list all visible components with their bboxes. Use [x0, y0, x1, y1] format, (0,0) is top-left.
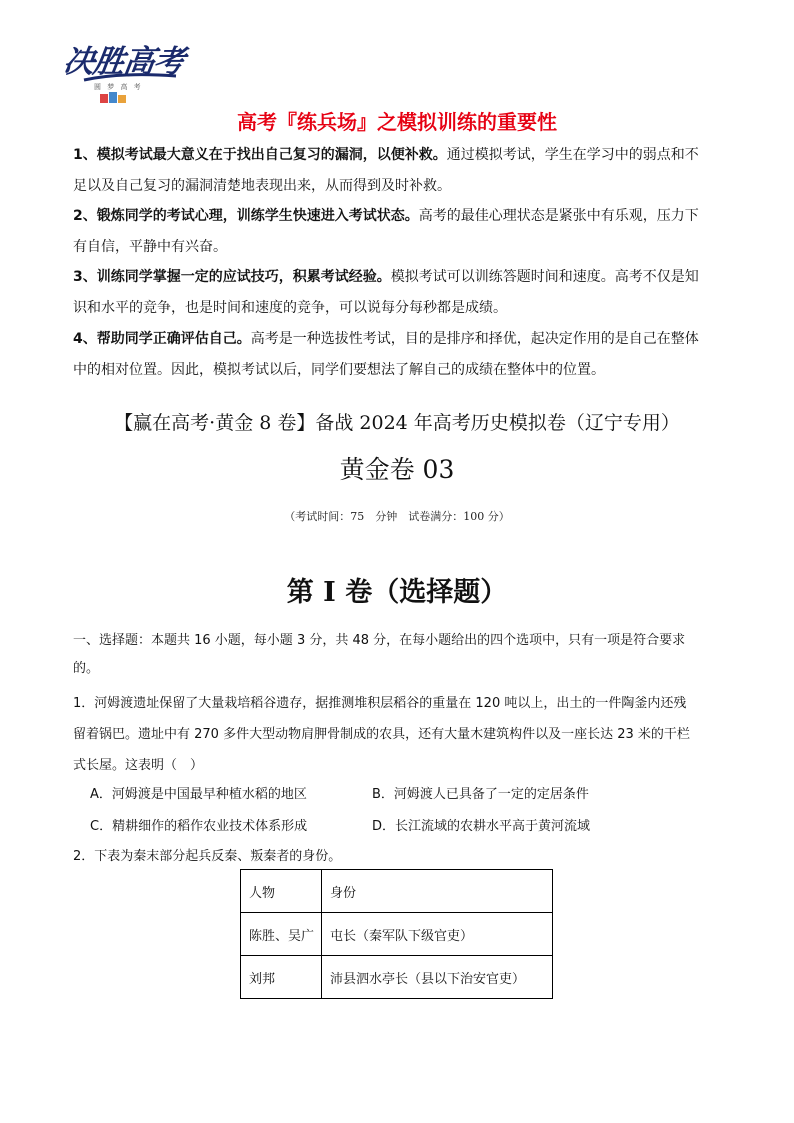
point-body-cont: 足以及自己复习的漏洞清楚地表现出来，从而得到及时补救。	[73, 178, 451, 194]
volume-title: 第 I 卷（选择题）	[286, 577, 508, 608]
table-cell: 刘邦	[241, 956, 322, 999]
point-body-cont: 中的相对位置。因此，模拟考试以后，同学们要想法了解自己的成绩在整体中的位置。	[73, 362, 605, 378]
table-cell: 屯长（秦军队下级官吏）	[322, 913, 553, 956]
section-line: 一、选择题：本题共 16 小题，每小题 3 分，共 48 分，在每小题给出的四个选项中，只有一项是符合要求	[73, 633, 686, 648]
question-2-stem: 2．下表为秦末部分起兵反秦、叛秦者的身份。	[73, 849, 342, 864]
exam-title: 黄金卷 03	[339, 455, 455, 484]
point-lead: 2、锻炼同学的考试心理，训练学生快速进入考试状态。	[73, 208, 419, 224]
identity-table	[240, 869, 553, 999]
point-body-cont: 有自信，平静中有兴奋。	[73, 239, 227, 255]
banner-title: 高考『练兵场』之模拟训练的重要性	[237, 110, 557, 134]
table-header-row	[241, 870, 553, 913]
point-lead: 1、模拟考试最大意义在于找出自己复习的漏洞，以便补救。	[73, 147, 447, 163]
point-body: 模拟考试可以训练答题时间和速度。高考不仅是知	[390, 269, 699, 285]
point-body: 高考是一种选拔性考试，目的是排序和择优，起决定作用的是自己在整体	[250, 331, 699, 347]
brand-logo	[60, 30, 187, 106]
point-lead: 3、训练同学掌握一定的应试技巧，积累考试经验。	[73, 269, 391, 285]
table-row	[241, 956, 553, 999]
point-body-cont: 识和水平的竞争，也是时间和速度的竞争，可以说每分每秒都是成绩。	[73, 300, 507, 316]
point-lead: 4、帮助同学正确评估自己。	[73, 331, 251, 347]
point-1	[73, 140, 725, 202]
point-2	[73, 201, 725, 263]
option-c[interactable]: C．精耕细作的稻作农业技术体系形成	[90, 819, 308, 834]
section-line: 的。	[73, 661, 100, 676]
question-line: 1．河姆渡遗址保留了大量栽培稻谷遗存，据推测堆积层稻谷的重量在 120 吨以上，出土的一件陶釜内还残	[73, 696, 687, 711]
option-b[interactable]: B．河姆渡人已具备了一定的定居条件	[372, 787, 589, 802]
exam-series-title: 【赢在高考·黄金 8 卷】备战 2024 年高考历史模拟卷（辽宁专用）	[114, 412, 680, 434]
books-icon	[98, 90, 146, 104]
table-cell: 沛县泗水亭长（县以下治安官吏）	[322, 956, 553, 999]
table-cell: 陈胜、吴广	[241, 913, 322, 956]
point-body: 高考的最佳心理状态是紧张中有乐观，压力下	[418, 208, 699, 224]
exam-meta: （考试时间：75 分钟 试卷满分：100 分）	[284, 510, 510, 523]
point-body: 通过模拟考试，学生在学习中的弱点和不	[446, 147, 699, 163]
point-3	[73, 262, 725, 324]
section-instructions	[73, 627, 725, 683]
logo-subtext: 圆 梦 高 考	[94, 83, 143, 91]
question-1-stem	[73, 688, 725, 781]
table-header-cell: 人物	[241, 870, 322, 913]
point-4	[73, 324, 725, 386]
logo-text: 决胜高考	[60, 44, 187, 80]
question-line: 留着锅巴。遗址中有 270 多件大型动物肩胛骨制成的农具，还有大量木建筑构件以及一座长达 23 米的干栏	[73, 727, 690, 742]
option-a[interactable]: A．河姆渡是中国最早种植水稻的地区	[90, 787, 307, 802]
option-d[interactable]: D．长江流域的农耕水平高于黄河流域	[372, 819, 591, 834]
table-header-cell: 身份	[322, 870, 553, 913]
table-row	[241, 913, 553, 956]
question-line: 式长屋。这表明（ ）	[73, 758, 204, 773]
